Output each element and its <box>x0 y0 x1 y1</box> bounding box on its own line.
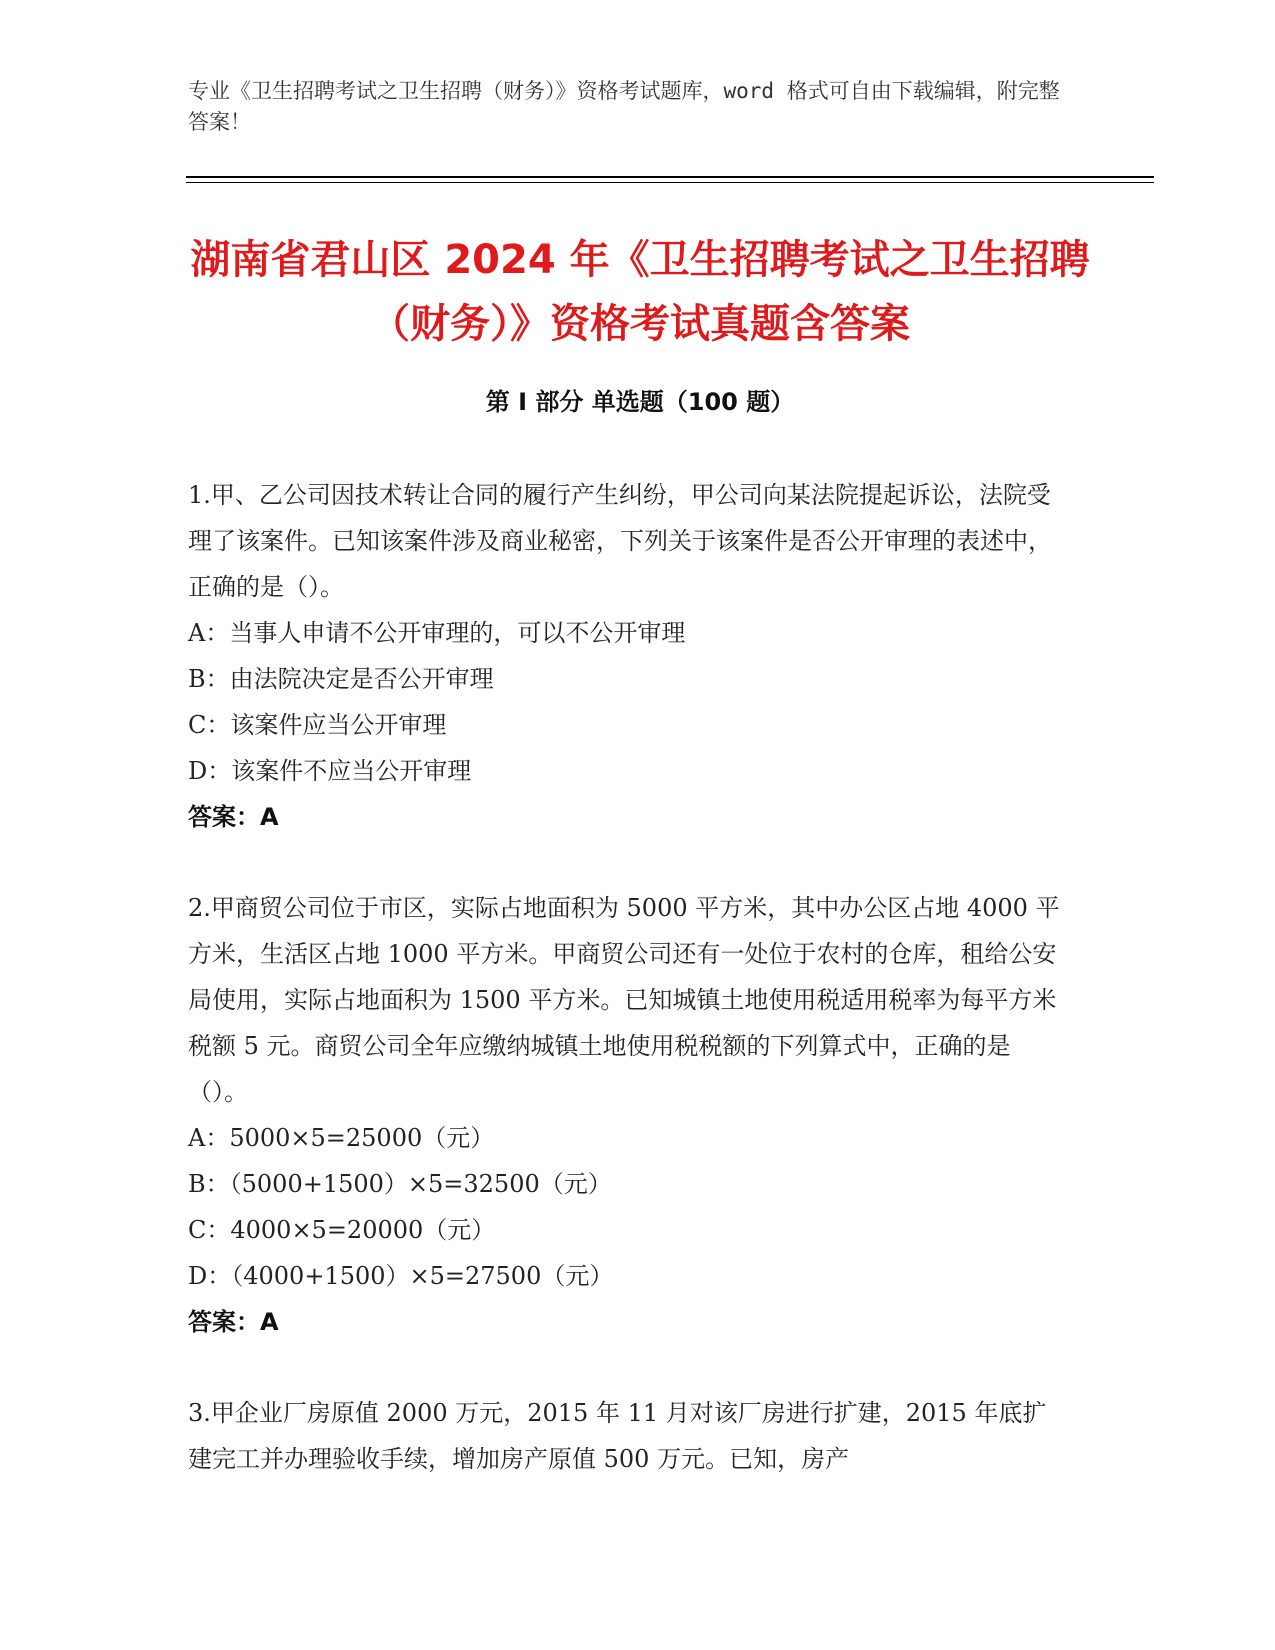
option-a: A：当事人申请不公开审理的，可以不公开审理 <box>188 619 686 647</box>
option-b: B：由法院决定是否公开审理 <box>188 665 494 693</box>
question-stem: 2.甲商贸公司位于市区，实际占地面积为 5000 平方米，其中办公区占地 4000 平方米，生活区占地 1000 平方米。甲商贸公司还有一处位于农村的仓库，租给公安局使用，实际占地面积为 1500 平方米。已知城镇土地使用税适用税率为每平方米税额 5 元。商贸公司全年应缴纳城镇土地使用税税额的下列算式中，正确的是（）。 <box>188 894 1060 1106</box>
section-title: 第 I 部分 单选题（100 题） <box>485 388 795 416</box>
option-c: C：该案件应当公开审理 <box>188 711 447 739</box>
header-note: 专业《卫生招聘考试之卫生招聘（财务）》资格考试题库，word 格式可自由下载编辑，附完整答案！ <box>188 79 1060 134</box>
question-3 <box>188 1390 1068 1482</box>
answer: 答案：A <box>188 1308 279 1336</box>
option-c: C：4000×5=20000（元） <box>188 1216 496 1244</box>
header-divider-thick <box>186 176 1154 178</box>
option-a: A：5000×5=25000（元） <box>188 1124 495 1152</box>
option-d: D：（4000+1500）×5=27500（元） <box>188 1262 614 1290</box>
question-stem: 3.甲企业厂房原值 2000 万元，2015 年 11 月对该厂房进行扩建，2015 年底扩建完工并办理验收手续，增加房产原值 500 万元。已知，房产 <box>188 1399 1047 1473</box>
option-d: D：该案件不应当公开审理 <box>188 757 472 785</box>
answer: 答案：A <box>188 803 279 831</box>
question-2 <box>188 885 1068 1345</box>
question-1 <box>188 472 1068 840</box>
header-divider-thin <box>186 182 1154 183</box>
question-stem: 1.甲、乙公司因技术转让合同的履行产生纠纷，甲公司向某法院提起诉讼，法院受理了该案件。已知该案件涉及商业秘密，下列关于该案件是否公开审理的表述中，正确的是（）。 <box>188 481 1052 601</box>
option-b: B：（5000+1500）×5=32500（元） <box>188 1170 612 1198</box>
document-title: 湖南省君山区 2024 年《卫生招聘考试之卫生招聘（财务）》资格考试真题含答案 <box>190 237 1090 347</box>
